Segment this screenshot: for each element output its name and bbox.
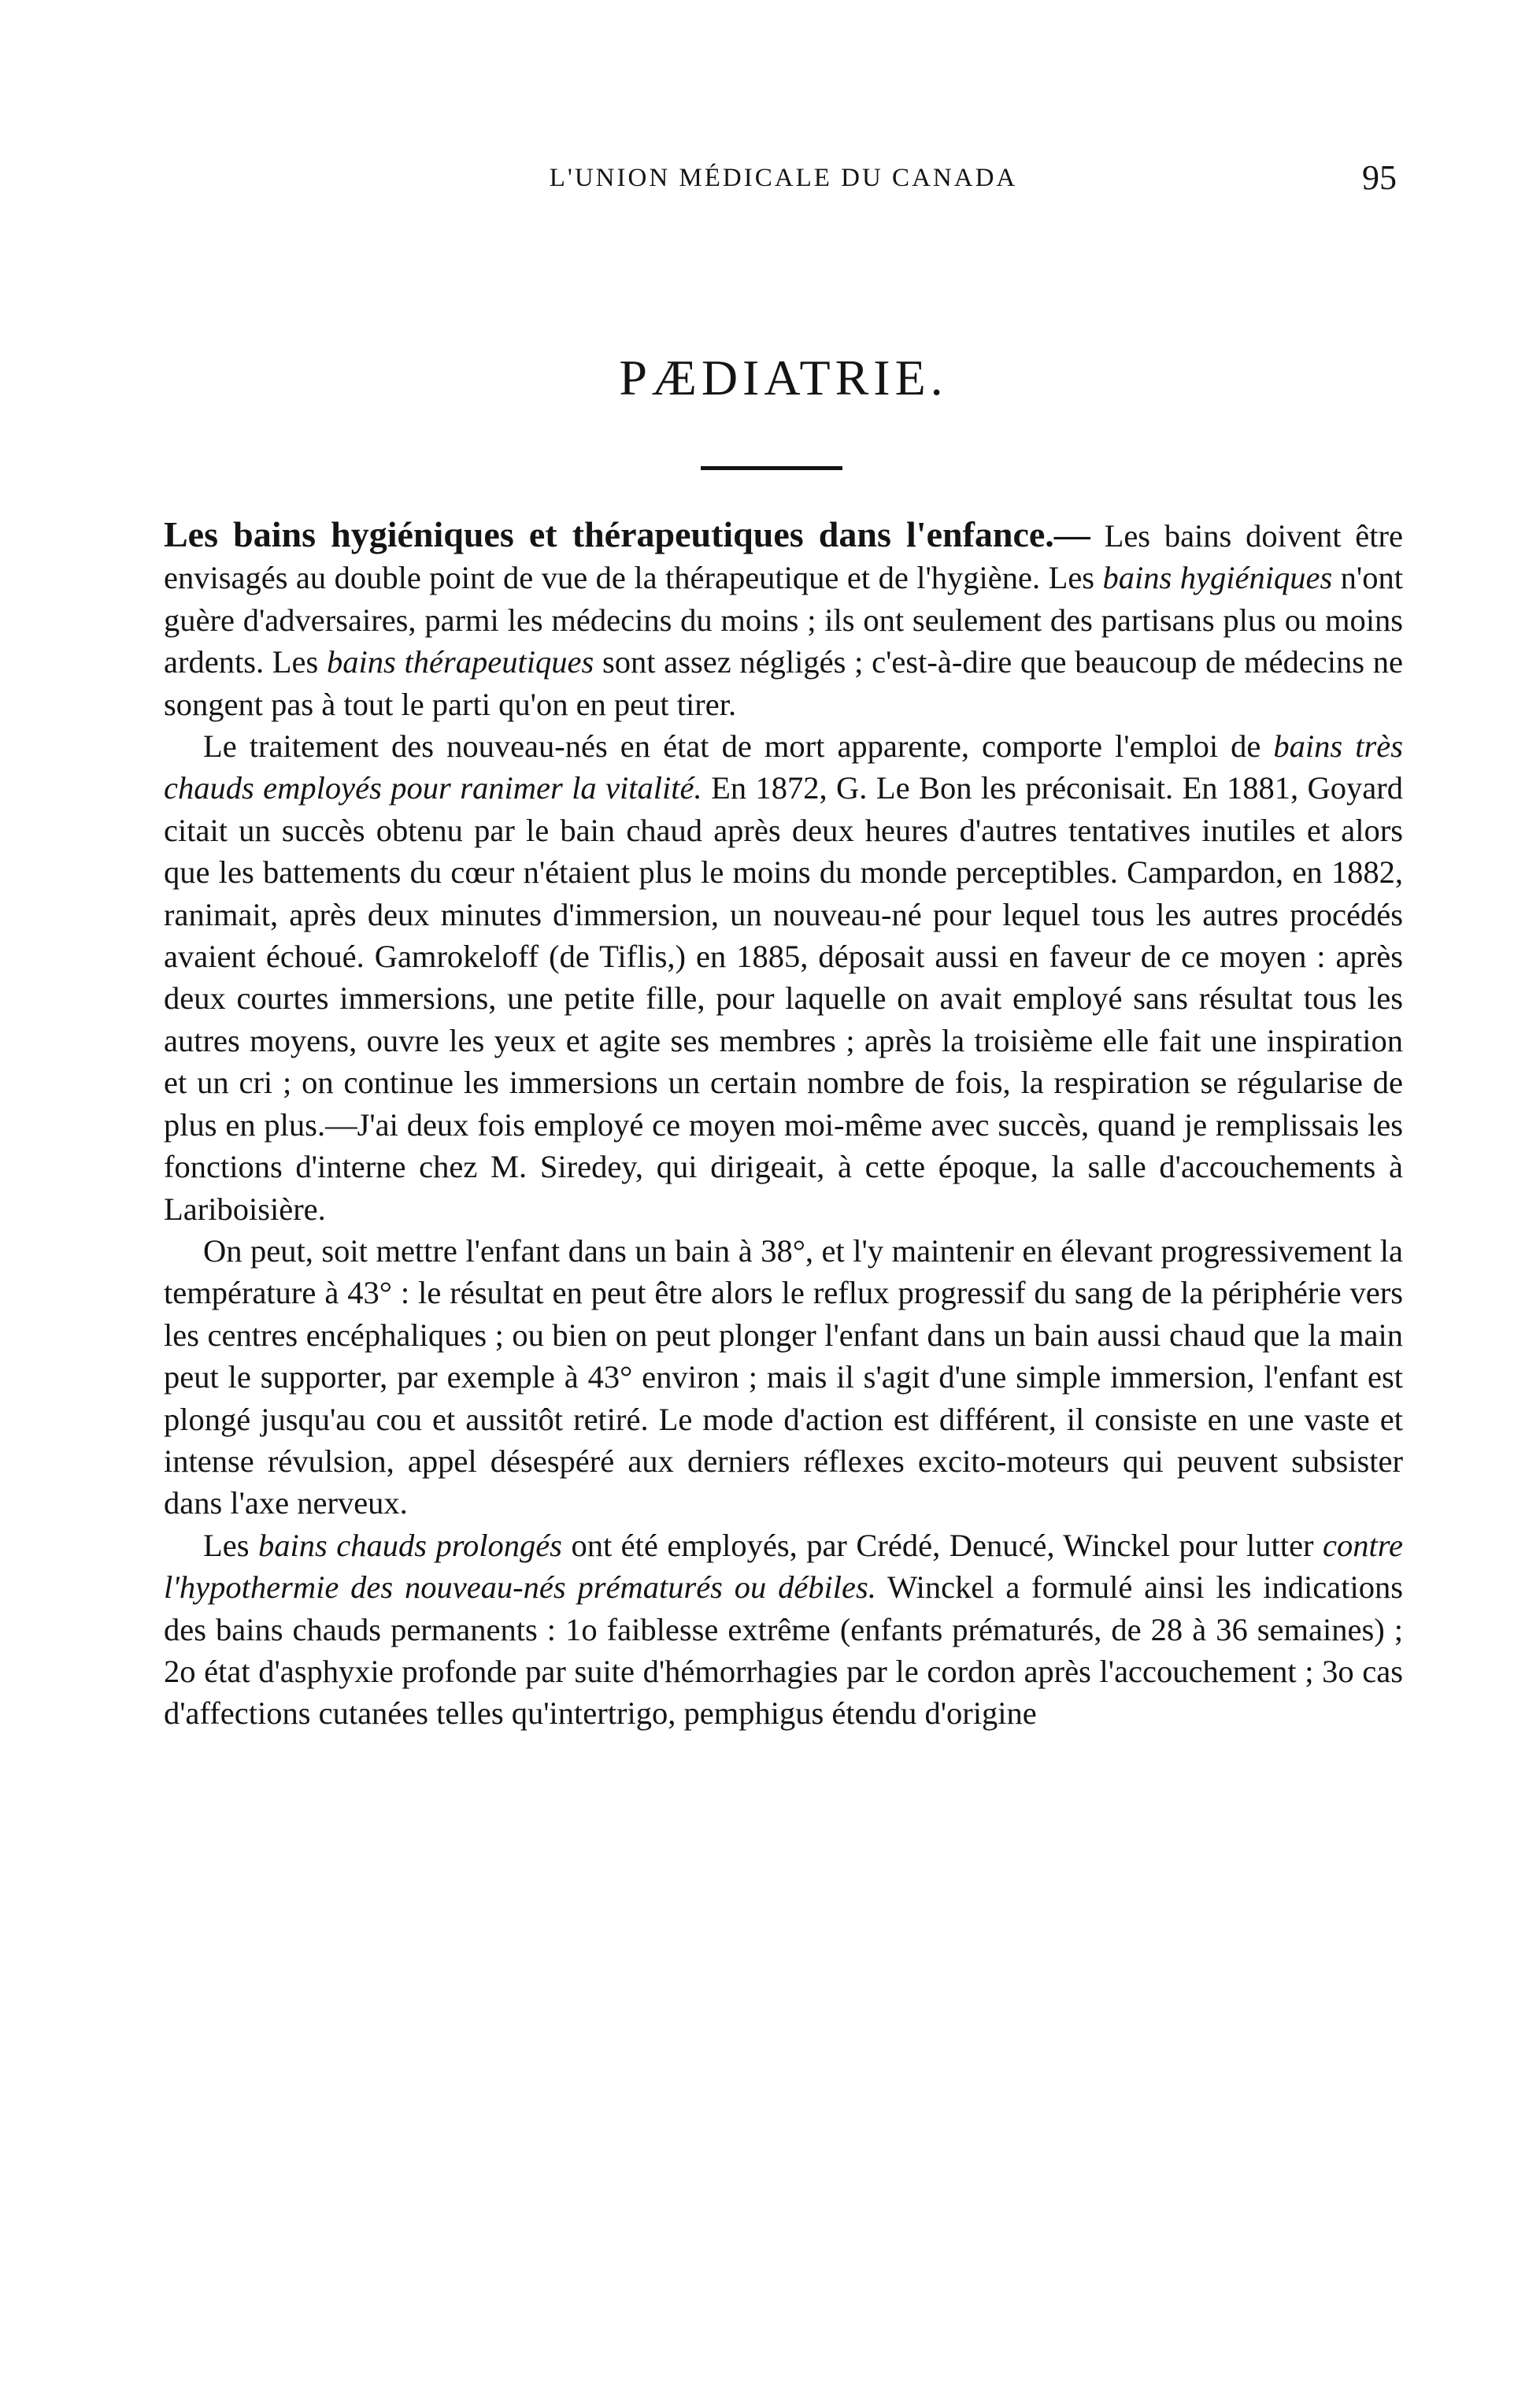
- italic-phrase: bains chauds prolongés: [257, 1527, 562, 1563]
- paragraph-4: [164, 1525, 1403, 1735]
- paragraph-3: [164, 1230, 1403, 1525]
- paragraph-1: [164, 513, 1403, 725]
- text-run: En 1872, G. Le Bon les préconisait. En 1881, Goyard citait un succès obtenu par le bain chaud après deux heures d'autres tentatives inutiles et alors que les battements du cœur n'étaient plus le moins du monde perceptibles. Campardon, en 1882, ranimait, après deux minutes d'immersion, un nouveau-né pour lequel tous les autres procédés avaient échoué. Gamrokeloff (de Tiflis,) en 1885, déposait aussi en faveur de ce moyen : après deux courtes immersions, une petite fille, pour laquelle on avait employé sans résultat tous les autres moyens, ouvre les yeux et agite ses membres ; après la troisième elle fait une inspiration et un cri ; on continue les immersions un certain nombre de fois, la respiration se régularise de plus en plus.—J'ai deux fois employé ce moyen moi-même avec succès, quand je remplissais les fonctions d'interne chez M. Siredey, qui dirigeait, à cette époque, la salle d'accouchements à Lariboisière.: [164, 770, 1403, 1227]
- page-number: 95: [1362, 158, 1397, 197]
- text-run: sont assez négligés ; c'est-à-dire que beaucoup de médecins ne songent pas à tout le parti qu'on en peut tirer.: [164, 644, 1403, 722]
- text-run: On peut, soit mettre l'enfant dans un bain à 38°, et l'y maintenir en élevant progressivement la température à 43° : le résultat en peut être alors le reflux progressif du sang de la périphérie vers les centres encéphaliques ; ou bien on peut plonger l'enfant dans un bain aussi chaud que la main peut le supporter, par exemple à 43° environ ; mais il s'agit d'une simple immersion, l'enfant est plongé jusqu'au cou et aussitôt retiré. Le mode d'action est différent, il consiste en une vaste et intense révulsion, appel désespéré aux derniers réflexes excito-moteurs qui peuvent subsister dans l'axe nerveux.: [164, 1232, 1403, 1521]
- paragraph-2: [164, 725, 1403, 1230]
- italic-phrase: bains très chauds employés pour ranimer la vitalité.: [164, 728, 1403, 806]
- italic-phrase: contre l'hypothermie des nouveau-nés prématurés ou débiles.: [164, 1527, 1403, 1606]
- running-title: L'UNION MÉDICALE DU CANADA: [549, 164, 1018, 192]
- italic-phrase: bains thérapeutiques: [327, 644, 594, 680]
- text-run: Winckel a formulé ainsi les indications des bains chauds permanents : 1o faiblesse extrême (enfants prématurés, de 28 à 36 semaines) ; 2o état d'asphyxie profonde par suite d'hémorrhagies par le cordon après l'accouchement ; 3o cas d'affections cutanées telles qu'intertrigo, pemphigus étendu d'origine: [164, 1569, 1403, 1732]
- text-run: n'ont guère d'adversaires, parmi les médecins du moins ; ils ont seulement des partisans plus ou moins ardents. Les: [164, 560, 1403, 680]
- running-head: [164, 154, 1403, 202]
- text-run: Les bains doivent être envisagés au double point de vue de la thérapeutique et de l'hygiène. Les: [164, 518, 1404, 596]
- text-run: ont été employés, par Crédé, Denucé, Winckel pour lutter: [561, 1527, 1323, 1563]
- text-run: Le traitement des nouveau-nés en état de mort apparente, comporte l'emploi de: [203, 728, 1274, 765]
- text-run: Les: [203, 1527, 258, 1563]
- italic-phrase: bains hygiéniques: [1102, 560, 1333, 596]
- article-body: [164, 513, 1403, 1735]
- article-heading: Les bains hygiéniques et thérapeutiques dans l'enfance.—: [164, 514, 1090, 554]
- section-title: PÆDIATRIE.: [619, 350, 948, 406]
- title-divider: [701, 466, 842, 470]
